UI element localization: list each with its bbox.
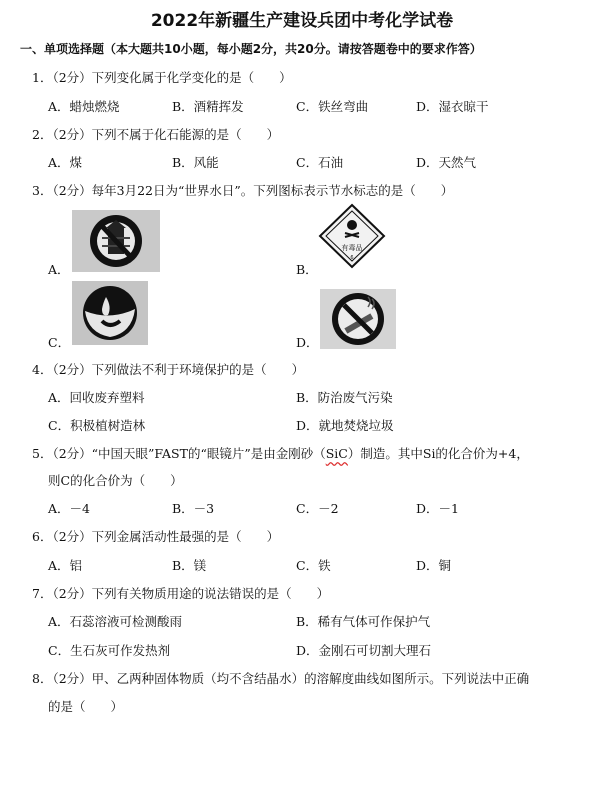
question-4-stem: 4．（2分）下列做法不利于环境保护的是（ ） [32,362,305,377]
question-6-stem: 6．（2分）下列金属活动性最强的是（ ） [32,529,280,544]
q3-option-a: A． [48,262,70,277]
question-5-stem [32,444,529,462]
q5-stem-part1: 5．（2分）“中国天眼”FAST的“眼镜片”是由金刚砂（ [32,446,326,461]
toxic-sign-label: 有毒品 [341,244,363,252]
q2-option-a: A．煤 [48,155,83,170]
q5-sic-formula: SiC [325,446,348,461]
q7-option-d: D．金刚石可切割大理石 [296,643,432,658]
q7-option-a: A．石蕊溶液可检测酸雨 [48,614,183,629]
q5-option-b: B．－3 [172,501,215,516]
q1-option-b: B．酒精挥发 [172,99,244,114]
q3-option-b: B． [296,262,318,277]
q2-option-b: B．风能 [172,155,219,170]
q7-option-b: B．稀有气体可作保护气 [296,614,431,629]
q5-option-c: C．－2 [296,501,339,516]
question-8-stem: 8．（2分）甲、乙两种固体物质（均不含结晶水）的溶解度曲线如图所示。下列说法中正确 [32,671,530,686]
svg-text:6: 6 [350,255,354,261]
q1-option-c: C．铁丝弯曲 [296,99,369,114]
q3-option-c: C． [48,335,71,350]
q6-option-b: B．镁 [172,558,207,573]
q5-stem-part2: ）制造。其中Si的化合价为+4， [347,446,529,461]
q4-option-c: C．积极植树造林 [48,418,146,433]
no-smoking-sign-icon [320,289,396,349]
q3-option-d: D． [296,335,319,350]
q5-stem-line2: 则C的化合价为（ ） [48,473,183,488]
no-deforestation-sign-icon [72,210,160,272]
page-title: 2022年新疆生产建设兵团中考化学试卷 [150,11,454,31]
q7-option-c: C．生石灰可作发热剂 [48,643,171,658]
q6-option-d: D．铜 [416,558,452,573]
q2-option-d: D．天然气 [416,155,477,170]
q2-option-c: C．石油 [296,155,344,170]
question-7-stem: 7．（2分）下列有关物质用途的说法错误的是（ ） [32,586,330,601]
question-2-stem: 2．（2分）下列不属于化石能源的是（ ） [32,127,280,142]
q1-option-a: A．蜡烛燃烧 [48,99,120,114]
q6-option-a: A．铝 [48,558,83,573]
toxic-substance-sign-icon [318,203,386,269]
q4-option-b: B．防治废气污染 [296,390,393,405]
q5-option-d: D．－1 [416,501,459,516]
q5-option-a: A．－4 [48,501,90,516]
water-saving-sign-icon [72,281,148,345]
q6-option-c: C．铁 [296,558,331,573]
q4-option-a: A．回收废弃塑料 [48,390,145,405]
q1-option-d: D．湿衣晾干 [416,99,489,114]
question-1-stem: 1．（2分）下列变化属于化学变化的是（ ） [32,70,292,85]
question-3-stem: 3．（2分）每年3月22日为“世界水日”。下列图标表示节水标志的是（ ） [32,183,454,198]
section-heading: 一、单项选择题（本大题共10小题，每小题2分，共20分。请按答题卷中的要求作答） [20,42,482,56]
q4-option-d: D．就地焚烧垃圾 [296,418,394,433]
q8-stem-line2: 的是（ ） [48,699,124,714]
